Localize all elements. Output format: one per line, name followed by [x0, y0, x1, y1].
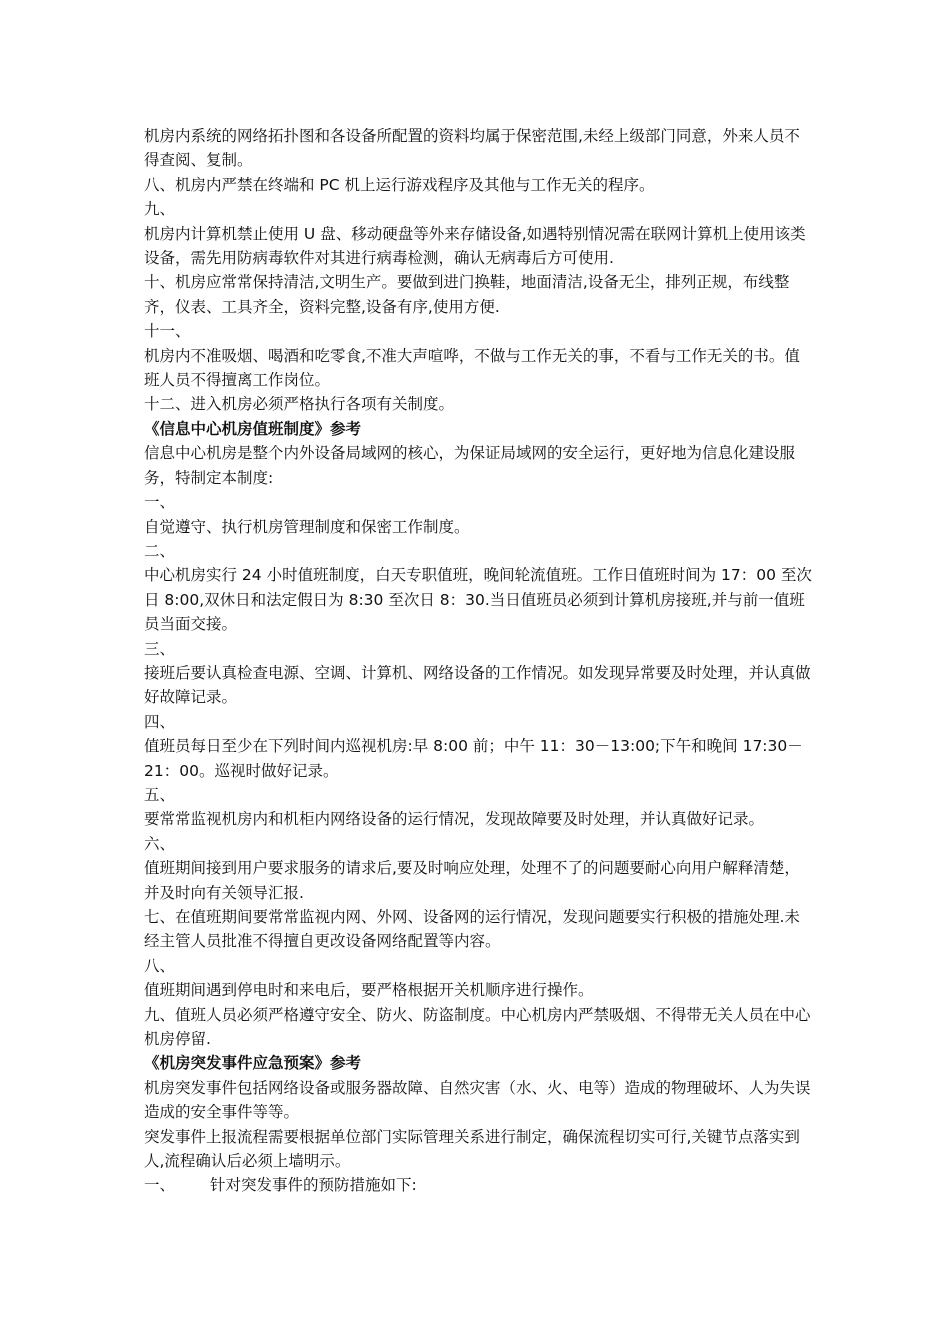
body-paragraph: 值班期间遇到停电时和来电后，要严格根据开关机顺序进行操作。: [144, 981, 594, 1000]
body-paragraph: 突发事件上报流程需要根据单位部门实际管理关系进行制定，确保流程切实可行,关键节点落实到人,流程确认后必须上墙明示。: [144, 1127, 800, 1171]
body-paragraph: 值班期间接到用户要求服务的请求后,要及时响应处理，处理不了的问题要耐心向用户解释清楚，并及时向有关领导汇报.: [144, 859, 800, 902]
body-paragraph: 值班员每日至少在下列时间内巡视机房:早 8:00 前；中午 11：30－13:00;下午和晚间 17:30－21：00。巡视时做好记录。: [144, 737, 803, 780]
body-paragraph: 机房内不准吸烟、喝酒和吃零食,不准大声喧哗，不做与工作无关的事，不看与工作无关的书。值班人员不得擅离工作岗位。: [144, 346, 800, 390]
body-paragraph: 十一、: [144, 322, 191, 341]
body-paragraph: 信息中心机房是整个内外设备局域网的核心，为保证局域网的安全运行，更好地为信息化建设服务，特制定本制度:: [144, 444, 796, 487]
body-paragraph: 二、: [144, 541, 176, 560]
body-paragraph: 四、: [144, 712, 176, 731]
item-text: 针对突发事件的预防措施如下:: [210, 1176, 417, 1195]
body-paragraph: 八、: [144, 956, 176, 975]
item-number: 一、: [144, 1176, 176, 1195]
list-item-intro: [144, 1173, 812, 1197]
body-paragraph: 接班后要认真检查电源、空调、计算机、网络设备的工作情况。如发现异常要及时处理，并认真做好故障记录。: [144, 663, 811, 707]
body-paragraph: 自觉遵守、执行机房管理制度和保密工作制度。: [144, 517, 470, 536]
body-paragraph: 九、: [144, 200, 176, 219]
document-body: [144, 124, 812, 1198]
body-paragraph: 中心机房实行 24 小时值班制度，白天专职值班，晚间轮流值班。工作日值班时间为 17：00 至次日 8:00,双休日和法定假日为 8:30 至次日 8：30.当日值班员必须到计算机房接班,并与前一值班员当面交接。: [144, 566, 812, 634]
body-paragraph: 十二、进入机房必须严格执行各项有关制度。: [144, 395, 455, 414]
body-paragraph: 机房内计算机禁止使用 U 盘、移动硬盘等外来存储设备,如遇特别情况需在联网计算机上使用该类设备，需先用防病毒软件对其进行病毒检测，确认无病毒后方可使用.: [144, 224, 806, 268]
body-paragraph: 五、: [144, 785, 176, 804]
body-paragraph: 一、: [144, 493, 176, 512]
body-paragraph: 机房内系统的网络拓扑图和各设备所配置的资料均属于保密范围,未经上级部门同意，外来人员不得查阅、复制。: [144, 127, 800, 170]
body-paragraph: 八、机房内严禁在终端和 PC 机上运行游戏程序及其他与工作无关的程序。: [144, 175, 655, 194]
body-paragraph: 要常常监视机房内和机柜内网络设备的运行情况，发现故障要及时处理，并认真做好记录。: [144, 810, 765, 829]
section-heading: 《机房突发事件应急预案》参考: [144, 1054, 362, 1073]
body-paragraph: 七、在值班期间要常常监视内网、外网、设备网的运行情况，发现问题要实行积极的措施处理.未经主管人员批准不得擅自更改设备网络配置等内容。: [144, 908, 800, 951]
section-heading: 《信息中心机房值班制度》参考: [144, 419, 362, 438]
body-paragraph: 六、: [144, 834, 176, 853]
body-paragraph: 九、值班人员必须严格遵守安全、防火、防盗制度。中心机房内严禁吸烟、不得带无关人员在中心机房停留.: [144, 1005, 811, 1049]
body-paragraph: 三、: [144, 639, 176, 658]
body-paragraph: 十、机房应常常保持清洁,文明生产。要做到进门换鞋，地面清洁,设备无尘，排列正规，布线整齐，仪表、工具齐全，资料完整,设备有序,使用方便.: [144, 273, 790, 316]
body-paragraph: 机房突发事件包括网络设备或服务器故障、自然灾害（水、火、电等）造成的物理破坏、人为失误造成的安全事件等等。: [144, 1078, 811, 1122]
